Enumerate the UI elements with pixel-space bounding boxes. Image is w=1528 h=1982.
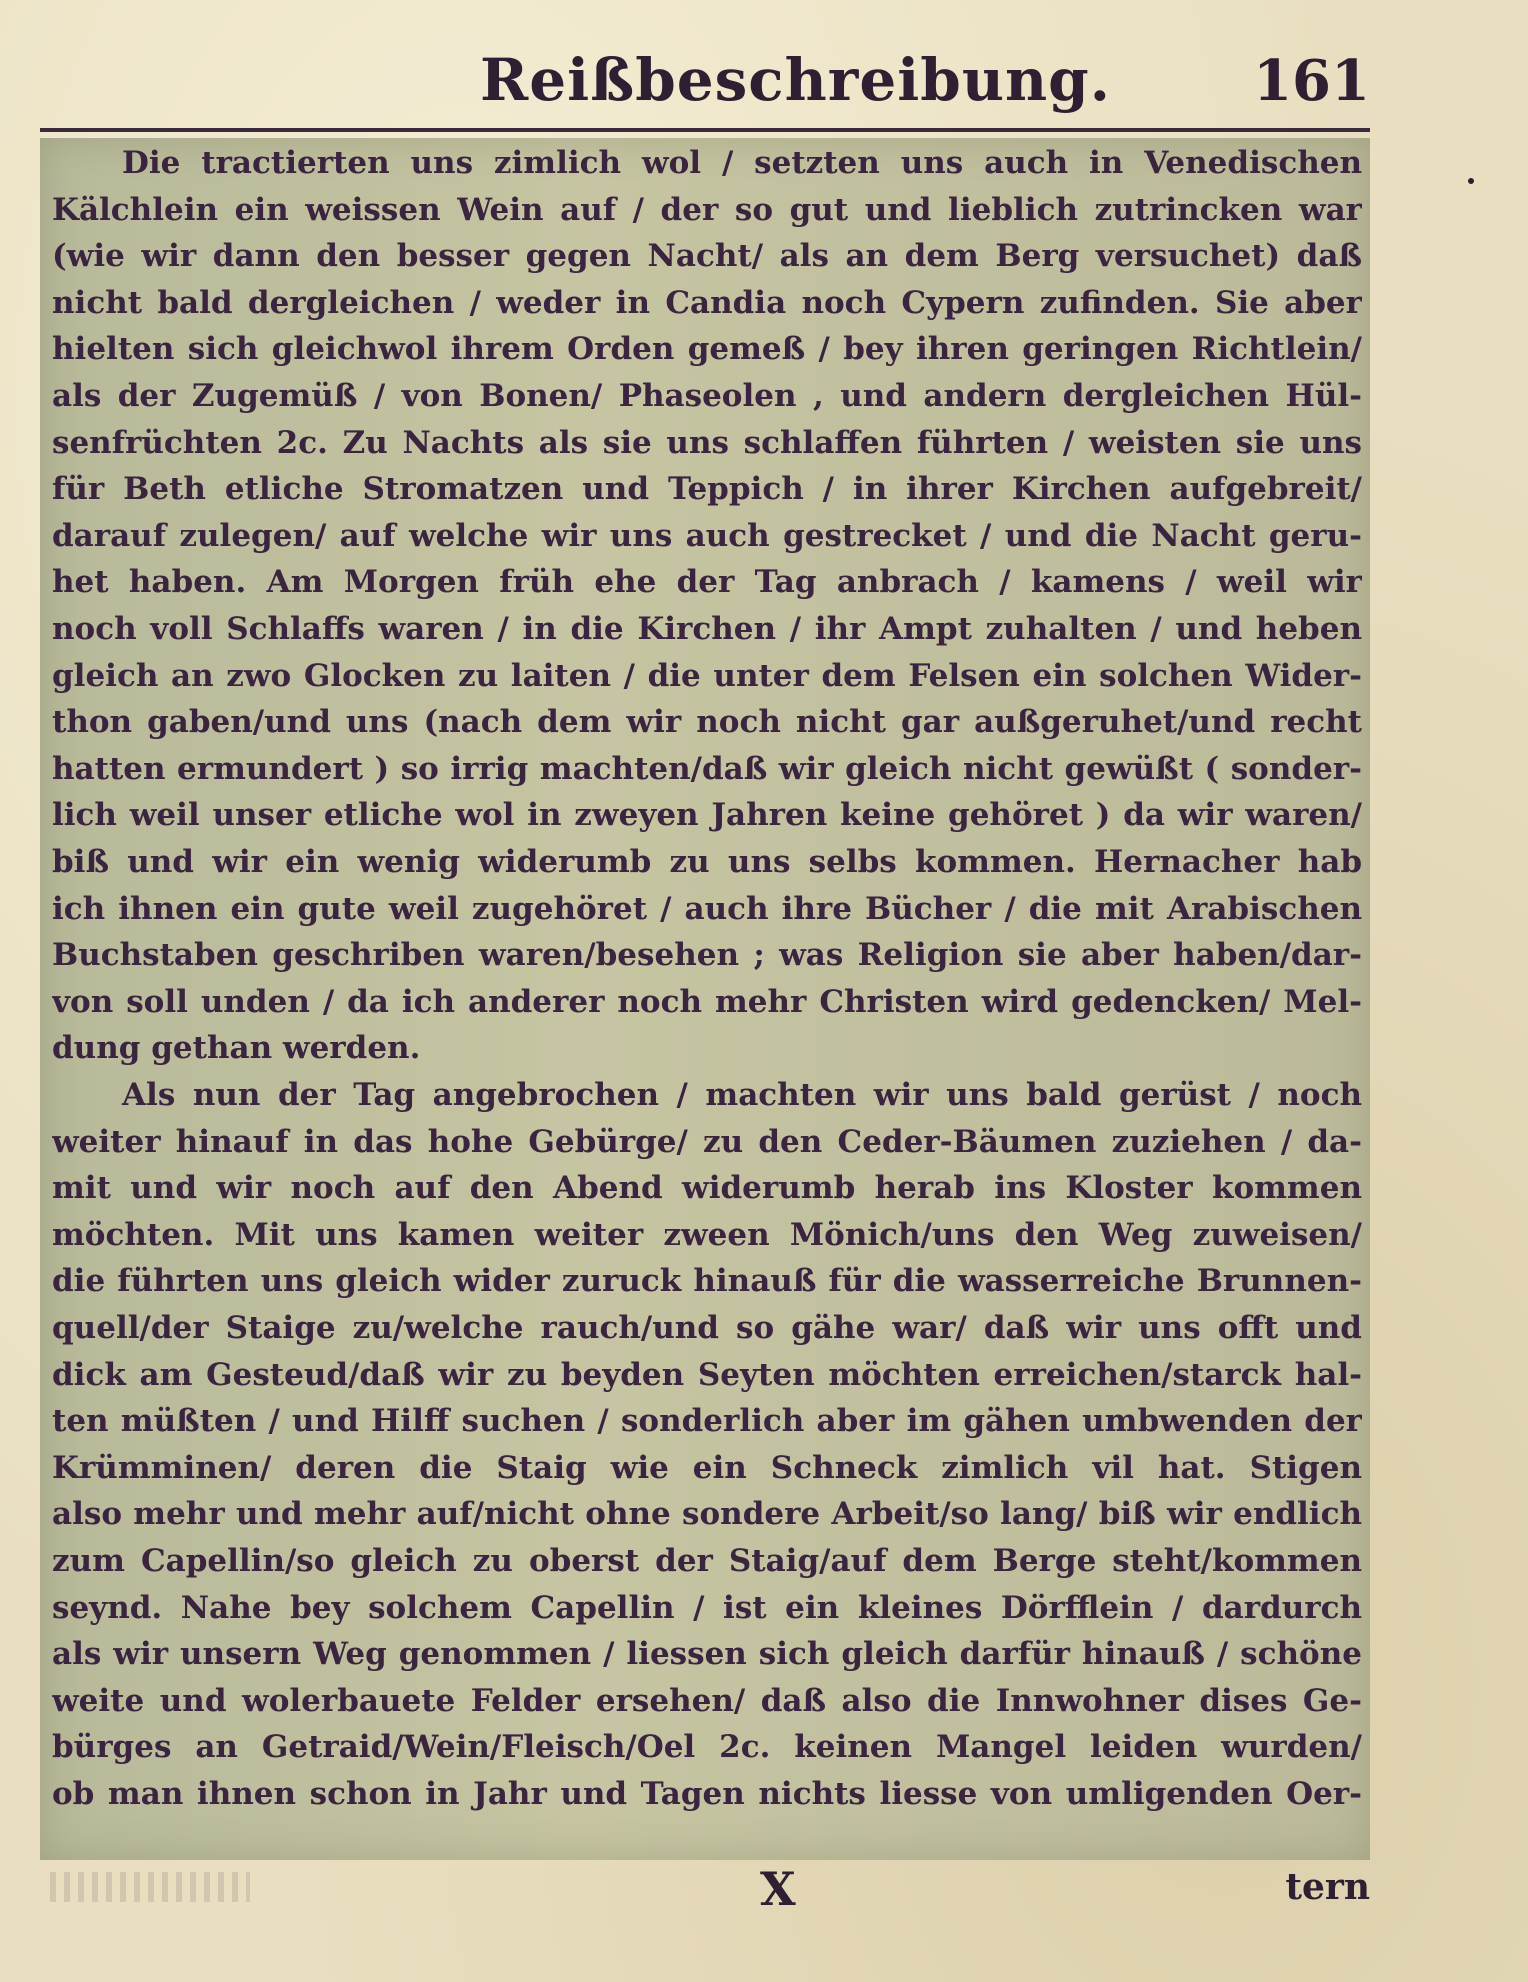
text-line: Kälchlein ein weissen Wein auf / der so gut und lieblich zutrincken war (52, 191, 1362, 228)
signature-mark: X (760, 1862, 796, 1916)
text-line: nicht bald dergleichen / weder in Candia noch Cypern zufinden. Sie aber (52, 284, 1362, 321)
text-line: für Beth etliche Stromatzen und Teppich / in ihrer Kirchen aufgebreit/ (52, 471, 1362, 508)
text-line: biß und wir ein wenig widerumb zu uns selbs kommen. Hernacher hab (52, 844, 1362, 880)
text-line: bürges an Getraid/Wein/Fleisch/Oel 2c. keinen Mangel leiden wurden/ (52, 1729, 1362, 1766)
text-line: darauf zulegen/ auf welche wir uns auch gestrecket / und die Nacht geru- (52, 517, 1362, 554)
text-line: quell/der Staige zu/welche rauch/und so gähe war/ daß wir uns offt und (52, 1310, 1362, 1346)
text-line: dick am Gesteud/daß wir zu beyden Seyten möchten erreichen/starck hal- (52, 1356, 1362, 1393)
text-line: ob man ihnen schon in Jahr und Tagen nichts liesse von umligenden Oer- (52, 1776, 1362, 1812)
running-title: Reißbeschreibung. (480, 46, 1111, 114)
text-line: noch voll Schlaffs waren / in die Kirchen / ihr Ampt zuhalten / und heben (52, 611, 1362, 647)
text-line: weiter hinauf in das hohe Gebürge/ zu den Ceder-Bäumen zuziehen / da- (52, 1123, 1362, 1160)
text-line: gleich an zwo Glocken zu laiten / die unter dem Felsen ein solchen Wider- (52, 657, 1362, 694)
text-line: zum Capellin/so gleich zu oberst der Staig/auf dem Berge steht/kommen (52, 1543, 1362, 1579)
page-header (40, 38, 1370, 128)
text-line: mit und wir noch auf den Abend widerumb herab ins Kloster kommen (52, 1170, 1362, 1207)
text-line: als der Zugemüß / von Bonen/ Phaseolen , und andern dergleichen Hül- (52, 378, 1362, 414)
text-line: (wie wir dann den besser gegen Nacht/ als an dem Berg versuchet) daß (52, 238, 1362, 275)
text-line: von soll unden / da ich anderer noch mehr Christen wird gedencken/ Mel- (52, 983, 1362, 1020)
text-line: ten müßten / und Hilff suchen / sonderlich aber im gähen umbwenden der (52, 1403, 1362, 1440)
text-line: hielten sich gleichwol ihrem Orden gemeß / bey ihren geringen Richtlein/ (52, 331, 1362, 368)
text-line: Buchstaben geschriben waren/besehen ; was Religion sie aber haben/dar- (52, 937, 1362, 974)
page-number: 161 (1253, 48, 1370, 114)
text-block (40, 138, 1370, 1860)
text-line: hatten ermundert ) so irrig machten/daß wir gleich nicht gewüßt ( sonder- (52, 750, 1362, 787)
text-line: Die tractierten uns zimlich wol / setzten uns auch in Venedischen (122, 145, 1362, 181)
page-footer (40, 1862, 1370, 1932)
text-line: möchten. Mit uns kamen weiter zween Mönich/uns den Weg zuweisen/ (52, 1216, 1362, 1253)
text-line: Als nun der Tag angebrochen / machten wir uns bald gerüst / noch (122, 1077, 1362, 1113)
text-line: als wir unsern Weg genommen / liessen sich gleich darfür hinauß / schöne (52, 1636, 1362, 1673)
catchword: tern (1285, 1866, 1370, 1908)
text-line: thon gaben/und uns (nach dem wir noch nicht gar außgeruhet/und recht (52, 704, 1362, 741)
text-line: het haben. Am Morgen früh ehe der Tag anbrach / kamens / weil wir (52, 564, 1362, 601)
text-line: lich weil unser etliche wol in zweyen Jahren keine gehöret ) da wir waren/ (52, 797, 1362, 834)
text-line: Krümminen/ deren die Staig wie ein Schneck zimlich vil hat. Stigen (52, 1449, 1362, 1486)
ink-dot (1468, 178, 1474, 184)
text-line: weite und wolerbauete Felder ersehen/ daß also die Innwohner dises Ge- (52, 1682, 1362, 1719)
text-line: seynd. Nahe bey solchem Capellin / ist ein kleines Dörfflein / dardurch (52, 1589, 1362, 1626)
header-rule (40, 128, 1370, 132)
text-line: ich ihnen ein gute weil zugehöret / auch ihre Bücher / die mit Arabischen (52, 890, 1362, 927)
text-line: also mehr und mehr auf/nicht ohne sondere Arbeit/so lang/ biß wir endlich (52, 1496, 1362, 1533)
text-line: die führten uns gleich wider zuruck hinauß für die wasserreiche Brunnen- (52, 1263, 1362, 1300)
text-line: dung gethan werden. (52, 1030, 421, 1067)
text-line: senfrüchten 2c. Zu Nachts als sie uns schlaffen führten / weisten sie uns (52, 424, 1362, 461)
